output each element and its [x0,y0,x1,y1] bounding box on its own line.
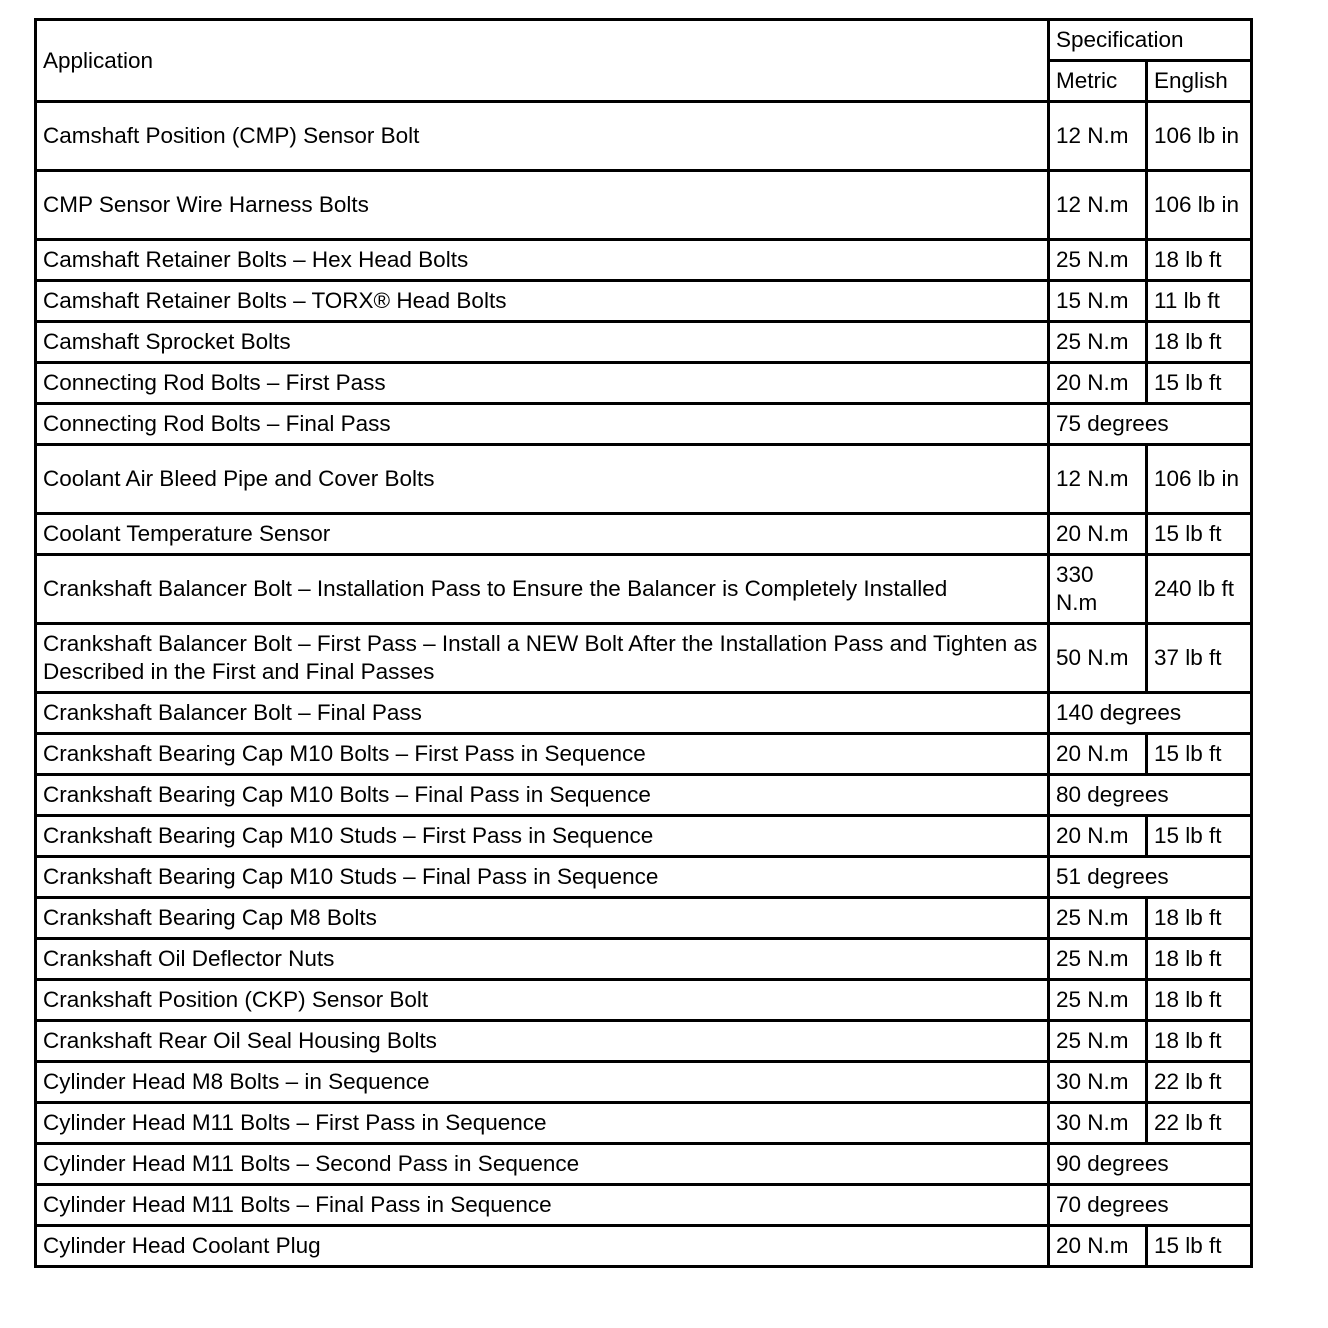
metric-cell: 30 N.m [1049,1062,1147,1103]
table-row [36,404,1252,445]
english-cell: 240 lb ft [1147,555,1252,624]
application-cell: Coolant Air Bleed Pipe and Cover Bolts [36,445,1049,514]
table-row [36,980,1252,1021]
english-cell: 15 lb ft [1147,363,1252,404]
application-cell: Camshaft Retainer Bolts – TORX® Head Bolts [36,281,1049,322]
metric-cell: 25 N.m [1049,322,1147,363]
application-cell: Camshaft Position (CMP) Sensor Bolt [36,102,1049,171]
table-row [36,555,1252,624]
table-body [36,102,1252,1267]
table-row [36,1103,1252,1144]
metric-cell: 12 N.m [1049,102,1147,171]
metric-cell: 330 N.m [1049,555,1147,624]
application-cell: Crankshaft Balancer Bolt – Installation Pass to Ensure the Balancer is Completely Installed [36,555,1049,624]
application-cell: Crankshaft Balancer Bolt – Final Pass [36,693,1049,734]
english-cell: 15 lb ft [1147,514,1252,555]
application-cell: Cylinder Head Coolant Plug [36,1226,1049,1267]
table-row [36,1185,1252,1226]
application-cell: Cylinder Head M11 Bolts – First Pass in Sequence [36,1103,1049,1144]
english-cell: 18 lb ft [1147,898,1252,939]
table-row [36,102,1252,171]
metric-cell: 12 N.m [1049,171,1147,240]
english-cell: 15 lb ft [1147,816,1252,857]
english-cell: 22 lb ft [1147,1062,1252,1103]
spec-combined-cell: 140 degrees [1049,693,1252,734]
english-cell: 22 lb ft [1147,1103,1252,1144]
table-row [36,816,1252,857]
metric-cell: 15 N.m [1049,281,1147,322]
table-row [36,240,1252,281]
application-cell: Crankshaft Oil Deflector Nuts [36,939,1049,980]
metric-cell: 12 N.m [1049,445,1147,514]
english-cell: 18 lb ft [1147,939,1252,980]
table-row [36,898,1252,939]
english-cell: 18 lb ft [1147,980,1252,1021]
spec-combined-cell: 80 degrees [1049,775,1252,816]
application-header: Application [36,20,1049,102]
spec-combined-cell: 75 degrees [1049,404,1252,445]
application-cell: Connecting Rod Bolts – Final Pass [36,404,1049,445]
application-cell: Crankshaft Rear Oil Seal Housing Bolts [36,1021,1049,1062]
application-cell: Crankshaft Bearing Cap M10 Studs – Final Pass in Sequence [36,857,1049,898]
english-cell: 18 lb ft [1147,1021,1252,1062]
english-cell: 18 lb ft [1147,322,1252,363]
table-row [36,1226,1252,1267]
metric-cell: 25 N.m [1049,898,1147,939]
application-cell: Cylinder Head M11 Bolts – Final Pass in Sequence [36,1185,1049,1226]
table-row [36,1062,1252,1103]
table-row [36,281,1252,322]
english-cell: 11 lb ft [1147,281,1252,322]
application-cell: Crankshaft Bearing Cap M8 Bolts [36,898,1049,939]
english-cell: 106 lb in [1147,445,1252,514]
application-cell: Cylinder Head M8 Bolts – in Sequence [36,1062,1049,1103]
metric-header: Metric [1049,61,1147,102]
metric-cell: 20 N.m [1049,816,1147,857]
spec-combined-cell: 70 degrees [1049,1185,1252,1226]
application-cell: Camshaft Retainer Bolts – Hex Head Bolts [36,240,1049,281]
metric-cell: 25 N.m [1049,1021,1147,1062]
english-header: English [1147,61,1252,102]
application-cell: Crankshaft Bearing Cap M10 Bolts – Final Pass in Sequence [36,775,1049,816]
table-row [36,445,1252,514]
application-cell: Crankshaft Balancer Bolt – First Pass – Install a NEW Bolt After the Installation Pass and Tighten as Described in the First and Final Passes [36,624,1049,693]
application-cell: Crankshaft Bearing Cap M10 Studs – First Pass in Sequence [36,816,1049,857]
application-cell: Camshaft Sprocket Bolts [36,322,1049,363]
metric-cell: 25 N.m [1049,980,1147,1021]
application-cell: Coolant Temperature Sensor [36,514,1049,555]
application-cell: Crankshaft Bearing Cap M10 Bolts – First Pass in Sequence [36,734,1049,775]
english-cell: 106 lb in [1147,102,1252,171]
torque-spec-table [34,18,1253,1268]
english-cell: 15 lb ft [1147,734,1252,775]
english-cell: 18 lb ft [1147,240,1252,281]
spec-combined-cell: 90 degrees [1049,1144,1252,1185]
english-cell: 37 lb ft [1147,624,1252,693]
metric-cell: 20 N.m [1049,734,1147,775]
metric-cell: 20 N.m [1049,1226,1147,1267]
english-cell: 15 lb ft [1147,1226,1252,1267]
table-row [36,1144,1252,1185]
table-row [36,322,1252,363]
metric-cell: 30 N.m [1049,1103,1147,1144]
metric-cell: 25 N.m [1049,240,1147,281]
application-cell: Connecting Rod Bolts – First Pass [36,363,1049,404]
table-row [36,734,1252,775]
table-row [36,775,1252,816]
metric-cell: 20 N.m [1049,514,1147,555]
table-row [36,1021,1252,1062]
table-row [36,171,1252,240]
specification-header: Specification [1049,20,1252,61]
metric-cell: 25 N.m [1049,939,1147,980]
metric-cell: 20 N.m [1049,363,1147,404]
english-cell: 106 lb in [1147,171,1252,240]
application-cell: Cylinder Head M11 Bolts – Second Pass in Sequence [36,1144,1049,1185]
metric-cell: 50 N.m [1049,624,1147,693]
header-row [36,20,1252,61]
table-row [36,624,1252,693]
spec-combined-cell: 51 degrees [1049,857,1252,898]
application-cell: Crankshaft Position (CKP) Sensor Bolt [36,980,1049,1021]
table-row [36,939,1252,980]
application-cell: CMP Sensor Wire Harness Bolts [36,171,1049,240]
table-row [36,857,1252,898]
table-row [36,693,1252,734]
table-row [36,363,1252,404]
table-row [36,514,1252,555]
